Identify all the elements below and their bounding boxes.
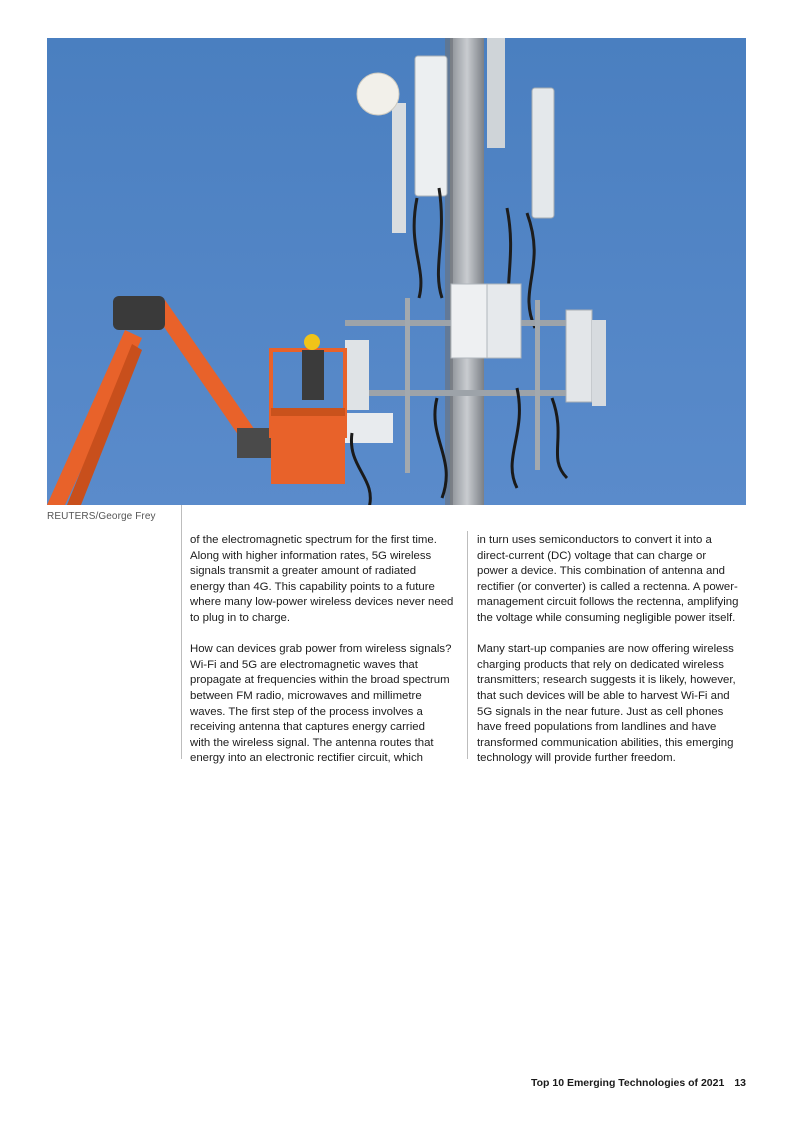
- text-line: waves. The first step of the process involves a: [190, 705, 423, 718]
- text-column-left: [190, 533, 462, 783]
- cell-tower-photo: [47, 38, 746, 505]
- paragraph: [477, 533, 749, 627]
- text-line: rectifier (or converter) is called a rectenna. A power-: [477, 580, 738, 593]
- text-line: where many low-power wireless devices never need: [190, 596, 454, 609]
- text-line: direct-current (DC) voltage that can charge or: [477, 549, 707, 562]
- text-line: the voltage while consuming negligible power itself.: [477, 611, 736, 624]
- photo-credit: REUTERS/George Frey: [47, 511, 156, 522]
- paragraph: [477, 642, 749, 767]
- text-line: technology will provide further freedom.: [477, 752, 676, 765]
- footer-title: Top 10 Emerging Technologies of 2021: [530, 1077, 725, 1089]
- column-divider: [181, 505, 182, 759]
- text-line: power a device. This combination of antenna and: [477, 565, 726, 578]
- text-line: receiving antenna that captures energy carried: [190, 721, 425, 734]
- microwave-dish: [357, 73, 399, 115]
- text-line: 5G signals in the near future. Just as cell phones: [477, 705, 724, 718]
- text-line: to plug in to charge.: [190, 611, 291, 624]
- paragraph: [190, 533, 462, 627]
- text-line: in turn uses semiconductors to convert it into a: [477, 534, 712, 546]
- page-number: 13: [734, 1077, 746, 1089]
- text-line: management circuit follows the rectenna, amplifying: [477, 596, 739, 609]
- text-line: between FM radio, microwaves and millimetre: [190, 689, 422, 702]
- text-line: with the wireless signal. The antenna routes that: [190, 736, 434, 749]
- text-line: Wi-Fi and 5G are electromagnetic waves that: [190, 658, 418, 671]
- text-line: propagate at frequencies within the broad spectrum: [190, 674, 450, 687]
- text-line: of the electromagnetic spectrum for the first time.: [190, 534, 437, 546]
- text-line: transmitters; research suggests it is likely, however,: [477, 674, 736, 687]
- text-line: transformed communication abilities, this emerging: [477, 736, 734, 749]
- column-divider: [467, 531, 468, 759]
- text-line: Many start-up companies are now offering wireless: [477, 643, 734, 656]
- text-column-right: [477, 533, 749, 783]
- text-line: How can devices grab power from wireless signals?: [190, 643, 452, 656]
- page-footer: [531, 1077, 746, 1089]
- text-line: energy than 4G. This capability points to a future: [190, 580, 435, 593]
- text-line: charging products that rely on dedicated wireless: [477, 658, 724, 671]
- text-line: that such devices will be able to harvest Wi-Fi and: [477, 689, 730, 702]
- paragraph: [190, 642, 462, 767]
- antenna-panel: [532, 88, 554, 218]
- text-line: signals transmit a greater amount of radiated: [190, 565, 417, 578]
- cell-tower-illustration: [47, 38, 746, 505]
- tower-pole: [450, 38, 484, 505]
- antenna-panel: [415, 56, 447, 196]
- text-line: Along with higher information rates, 5G wireless: [190, 549, 432, 562]
- text-line: have freed populations from landlines and have: [477, 721, 717, 734]
- text-line: energy into an electronic rectifier circuit, which: [190, 752, 423, 765]
